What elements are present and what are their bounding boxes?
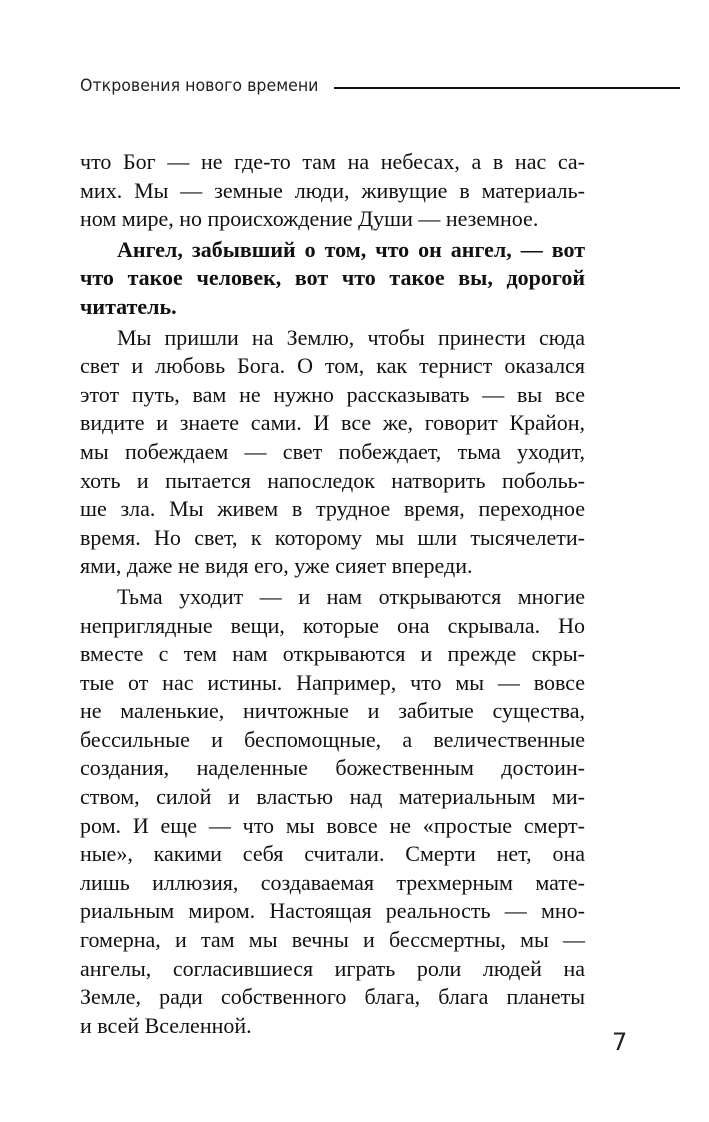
text-line: что Бог — не где-то там на небесах, а в нас са-	[80, 149, 585, 174]
text-line: свет и любовь Бога. О том, как тернист оказался	[80, 353, 585, 379]
text-line: ные», какими себя считали. Смерти нет, она	[80, 841, 585, 867]
text-line: Мы пришли на Землю, чтобы принести сюда	[117, 324, 585, 350]
text-line: риальным миром. Настоящая реальность — мно-	[80, 898, 585, 924]
text-line: тые от нас истины. Например, что мы — вовсе	[80, 669, 585, 695]
text-body	[80, 148, 585, 1042]
text-line: Ангел, забывший о том, что он ангел, — вот	[117, 236, 585, 262]
text-line: гомерна, и там мы вечны и бессмертны, мы —	[80, 927, 585, 953]
text-line: мы побеждаем — свет побеждает, тьма уходит,	[80, 438, 585, 464]
text-line: и всей Вселенной.	[80, 1012, 252, 1038]
header-rule	[334, 87, 680, 89]
text-line: ром. И еще — что мы вовсе не «простые смерт-	[80, 812, 585, 838]
paragraph-1	[80, 148, 585, 234]
running-header	[80, 73, 680, 99]
text-line: ном мире, но происхождение Души — неземное.	[80, 206, 539, 232]
text-line: Тьма уходит — и нам открываются многие	[117, 583, 585, 609]
text-line: вместе с тем нам открываются и прежде скры-	[80, 641, 585, 667]
text-line: хоть и пытается напоследок натворить побольь-	[80, 467, 585, 493]
text-line: Земле, ради собственного блага, блага планеты	[80, 984, 585, 1010]
text-line: читатель.	[80, 293, 177, 319]
text-line: лишь иллюзия, создаваемая трехмерным мате-	[80, 869, 585, 895]
text-line: время. Но свет, к которому мы шли тысячелети-	[80, 524, 585, 550]
text-line: что такое человек, вот что такое вы, дорогой	[80, 265, 585, 291]
page-number: 7	[612, 1028, 628, 1056]
text-line: не маленькие, ничтожные и забитые существа,	[80, 698, 585, 724]
text-line: этот путь, вам не нужно рассказывать — вы все	[80, 381, 585, 407]
text-line: создания, наделенные божественным достоин-	[80, 755, 585, 781]
text-line: ангелы, согласившиеся играть роли людей на	[80, 955, 585, 981]
text-line: неприглядные вещи, которые она скрывала. Но	[80, 612, 585, 638]
text-line: видите и знаете сами. И все же, говорит Крайон,	[80, 410, 585, 436]
text-line: мих. Мы — земные люди, живущие в материаль-	[80, 177, 585, 203]
paragraph-4	[80, 583, 585, 1041]
running-title: Откровения нового времени	[80, 76, 319, 96]
paragraph-2-bold	[80, 236, 585, 322]
text-line: ше зла. Мы живем в трудное время, переходное	[80, 496, 585, 522]
text-line: бессильные и беспомощные, а величественные	[80, 726, 585, 752]
text-line: ями, даже не видя его, уже сияет впереди.	[80, 553, 473, 579]
paragraph-3	[80, 324, 585, 581]
text-line: ством, силой и властью над материальным ми-	[80, 784, 585, 810]
